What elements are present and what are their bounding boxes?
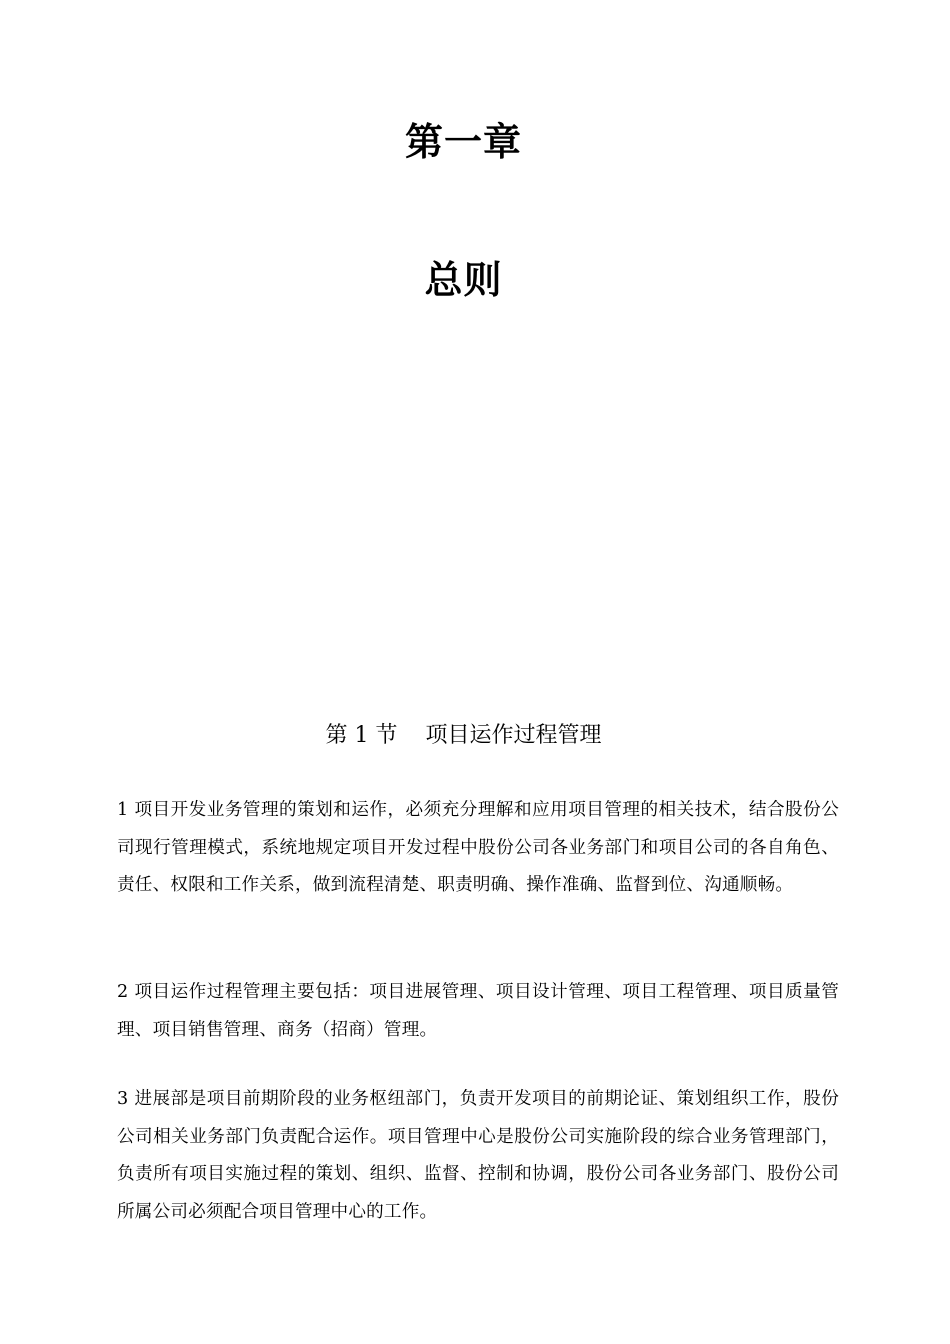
chapter-title: 总则: [424, 257, 503, 302]
section-number: 第 1 节: [325, 723, 398, 748]
section-heading: [0, 716, 927, 756]
paragraph-1: 1 项目开发业务管理的策划和运作，必须充分理解和应用项目管理的相关技术，结合股份公司现行管理模式，系统地规定项目开发过程中股份公司各业务部门和项目公司的各自角色、责任、权限和工作关系，做到流程清楚、职责明确、操作准确、监督到位、沟通顺畅。: [117, 800, 839, 895]
paragraph-2: 2 项目运作过程管理主要包括：项目进展管理、项目设计管理、项目工程管理、项目质量管理、项目销售管理、商务（招商）管理。: [117, 982, 839, 1040]
paragraph-3: 3 进展部是项目前期阶段的业务枢纽部门，负责开发项目的前期论证、策划组织工作，股份公司相关业务部门负责配合运作。项目管理中心是股份公司实施阶段的综合业务管理部门，负责所有项目实施过程的策划、组织、监督、控制和协调，股份公司各业务部门、股份公司所属公司必须配合项目管理中心的工作。: [117, 1089, 839, 1222]
chapter-number: 第一章: [404, 119, 522, 164]
section-title: 项目运作过程管理: [425, 723, 602, 748]
